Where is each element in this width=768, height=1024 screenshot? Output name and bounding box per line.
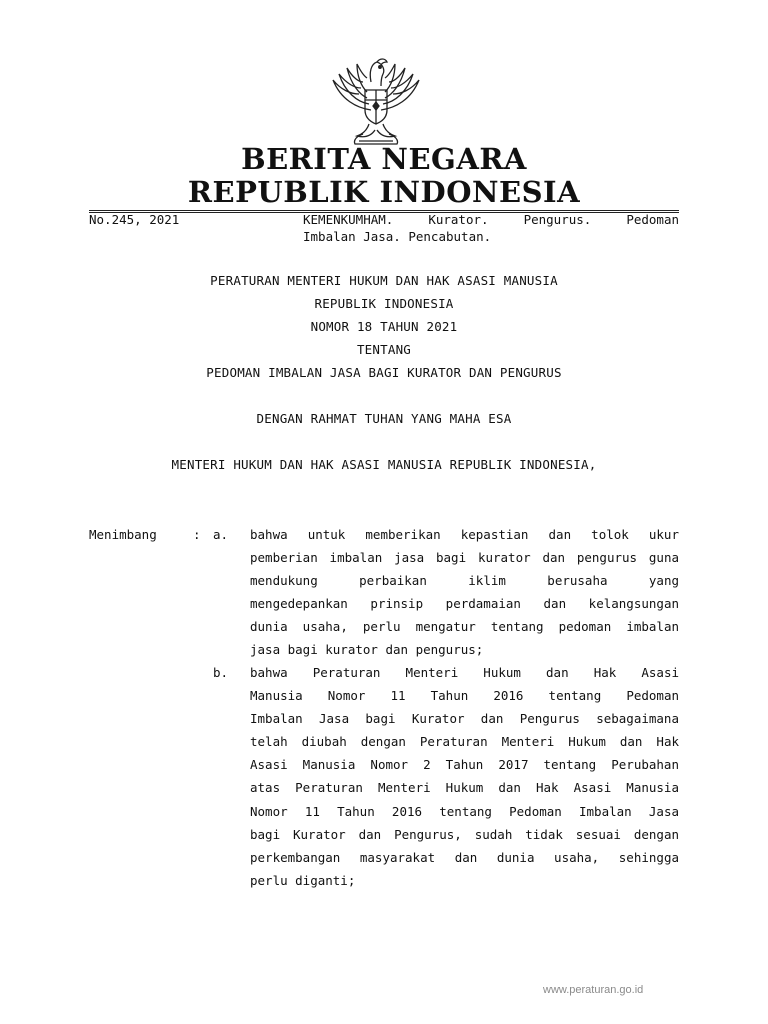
footer-url: www.peraturan.go.id <box>543 984 644 996</box>
gazette-number: No.245, 2021 <box>89 212 180 227</box>
point-a-line: mendukung perbaikan iklim berusaha yang <box>250 573 679 589</box>
regulation-number: NOMOR 18 TAHUN 2021 <box>310 319 458 334</box>
regulation-title-line1: PERATURAN MENTERI HUKUM DAN HAK ASASI MANUSIA <box>210 273 558 288</box>
point-a-line: dunia usaha, perlu mengatur tentang pedoman imbalan <box>250 619 679 635</box>
minister-line: MENTERI HUKUM DAN HAK ASASI MANUSIA REPUBLIK INDONESIA, <box>171 457 597 472</box>
point-b-line: telah diubah dengan Peraturan Menteri Hukum dan Hak <box>250 734 679 750</box>
point-b-line: perlu diganti; <box>250 872 356 888</box>
point-b-line: bahwa Peraturan Menteri Hukum dan Hak Asasi <box>250 665 679 680</box>
point-b-line: atas Peraturan Menteri Hukum dan Hak Asasi Manusia <box>250 780 679 796</box>
gazette-subject <box>303 211 679 245</box>
point-b-line: Nomor 11 Tahun 2016 tentang Pedoman Imbalan Jasa <box>250 803 679 819</box>
considering-label: Menimbang <box>89 527 157 542</box>
point-a-line: jasa bagi kurator dan pengurus; <box>250 642 484 658</box>
point-b-line: Manusia Nomor 11 Tahun 2016 tentang Pedoman <box>250 688 679 704</box>
garuda-emblem-icon <box>327 50 425 146</box>
gazette-subject-line2: Imbalan Jasa. Pencabutan. <box>303 229 492 244</box>
point-b-line: Imbalan Jasa bagi Kurator dan Pengurus sebagaimana <box>250 711 679 727</box>
point-b-text <box>250 661 679 892</box>
point-a-line: bahwa untuk memberikan kepastian dan tolok ukur <box>250 527 679 542</box>
point-b-line: Asasi Manusia Nomor 2 Tahun 2017 tentang Perubahan <box>250 757 679 773</box>
point-a-text <box>250 523 679 662</box>
point-letter: a. <box>213 527 229 542</box>
regulation-about: TENTANG <box>356 342 412 357</box>
gazette-title-line2: REPUBLIK INDONESIA <box>187 175 581 209</box>
regulation-title-line2: REPUBLIK INDONESIA <box>314 296 454 311</box>
considering-colon: : <box>193 527 201 542</box>
point-letter: b. <box>213 665 229 680</box>
gazette-subject-line1: KEMENKUMHAM. Kurator. Pengurus. Pedoman <box>303 212 679 227</box>
point-b-line: bagi Kurator dan Pengurus, sudah tidak sesuai dengan <box>250 826 679 842</box>
blessing-line: DENGAN RAHMAT TUHAN YANG MAHA ESA <box>256 411 512 426</box>
regulation-subject: PEDOMAN IMBALAN JASA BAGI KURATOR DAN PENGURUS <box>206 365 562 380</box>
gazette-title-line1: BERITA NEGARA <box>241 142 527 176</box>
point-b-line: perkembangan masyarakat dan dunia usaha, sehingga <box>250 849 679 865</box>
point-a-line: pemberian imbalan jasa bagi kurator dan pengurus guna <box>250 550 679 566</box>
point-a-line: mengedepankan prinsip perdamaian dan kelangsungan <box>250 596 679 612</box>
